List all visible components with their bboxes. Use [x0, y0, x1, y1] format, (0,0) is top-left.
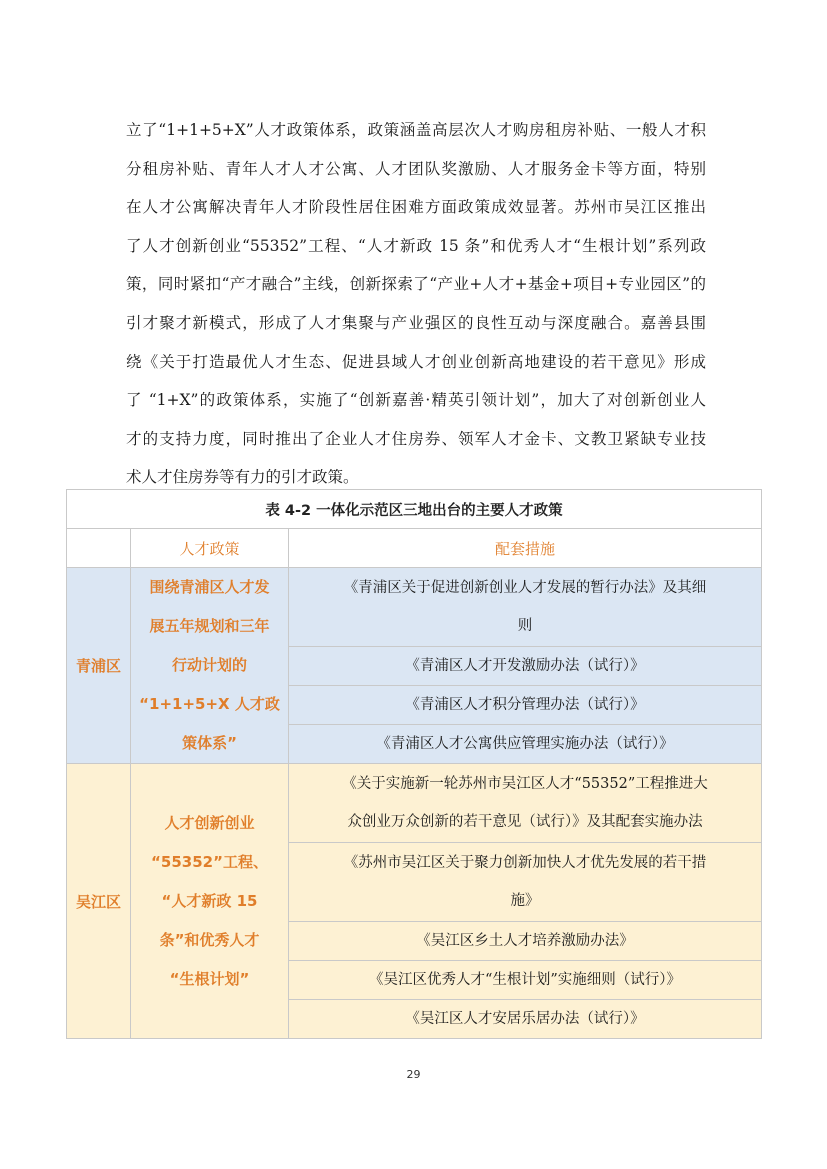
- measure-line: 则: [517, 618, 533, 634]
- paragraph-line: 立了“1+1+5+X”人才政策体系，政策涵盖高层次人才购房租房补贴、一般人才积: [126, 121, 706, 139]
- table-caption: 表 4-2 一体化示范区三地出台的主要人才政策: [67, 490, 762, 529]
- measure-cell: [289, 647, 762, 686]
- measure-cell: [289, 764, 762, 843]
- talent-policy-table: [66, 489, 762, 1039]
- measure-line: 《吴江区优秀人才“生根计划”实施细则（试行）》: [368, 972, 682, 988]
- paragraph-line: 分租房补贴、青年人才人才公寓、人才团队奖激励、人才服务金卡等方面，特别: [126, 159, 706, 178]
- measure-line: 《苏州市吴江区关于聚力创新加快人才优先发展的若干措: [343, 855, 707, 871]
- paragraph-line: 术人才住房券等有力的引才政策。: [126, 468, 359, 487]
- measure-line: 《青浦区人才开发激励办法（试行）》: [405, 658, 645, 674]
- measure-line: 《关于实施新一轮苏州市吴江区人才“55352”工程推进大: [342, 776, 708, 792]
- header-measures: 配套措施: [289, 529, 762, 568]
- table-row: [67, 764, 762, 843]
- table-row: [67, 568, 762, 647]
- paragraph-line: 在人才公寓解决青年人才阶段性居住困难方面政策成效显著。苏州市吴江区推出: [126, 198, 706, 217]
- table-caption-row: [67, 490, 762, 529]
- header-policy: 人才政策: [131, 529, 289, 568]
- header-region: [67, 529, 131, 568]
- paragraph-line: 了 “1+X”的政策体系，实施了“创新嘉善·精英引领计划”，加大了对创新创业人: [126, 391, 706, 410]
- measure-cell: [289, 1000, 762, 1039]
- measure-line: 《吴江区乡土人才培养激励办法》: [416, 933, 634, 949]
- policy-line: 展五年规划和三年: [149, 617, 270, 635]
- measure-cell: [289, 725, 762, 764]
- measure-cell: [289, 843, 762, 922]
- policy-wujiang: [131, 764, 289, 1039]
- paragraph-line: 了人才创新创业“55352”工程、“人才新政 15 条”和优秀人才“生根计划”系列政: [126, 236, 706, 255]
- policy-line: 人才创新创业: [164, 813, 255, 832]
- measure-cell: [289, 961, 762, 1000]
- policy-line: “1+1+5+X 人才政: [139, 695, 280, 713]
- paragraph-line: 才的支持力度，同时推出了企业人才住房券、领军人才金卡、文教卫紧缺专业技: [126, 429, 706, 448]
- policy-qingpu: [131, 568, 289, 764]
- region-wujiang: 吴江区: [67, 764, 131, 1039]
- measure-line: 《青浦区人才积分管理办法（试行）》: [405, 697, 645, 713]
- paragraph-line: 绕《关于打造最优人才生态、促进县域人才创业创新高地建设的若干意见》形成: [126, 352, 706, 371]
- page-number: 29: [406, 1068, 421, 1081]
- region-qingpu: 青浦区: [67, 568, 131, 764]
- measure-line: 施》: [510, 893, 540, 909]
- policy-line: “55352”工程、: [151, 852, 268, 871]
- measure-cell: [289, 568, 762, 647]
- measure-cell: [289, 922, 762, 961]
- body-paragraph: [126, 111, 706, 497]
- paragraph-line: 策，同时紧扣“产才融合”主线，创新探索了“产业+人才+基金+项目+专业园区”的: [126, 275, 706, 294]
- measure-line: 《青浦区人才公寓供应管理实施办法（试行）》: [376, 736, 674, 752]
- policy-line: “人才新政 15: [161, 891, 258, 910]
- policy-line: 条”和优秀人才: [159, 930, 260, 949]
- policy-line: “生根计划”: [169, 969, 250, 988]
- policy-line: 围绕青浦区人才发: [149, 578, 270, 596]
- measure-line: 《吴江区人才安居乐居办法（试行）》: [405, 1011, 645, 1027]
- measure-cell: [289, 686, 762, 725]
- measure-line: 众创业万众创新的若干意见（试行）》及其配套实施办法: [347, 814, 703, 830]
- table-header-row: [67, 529, 762, 568]
- policy-line: 策体系”: [182, 734, 237, 752]
- paragraph-line: 引才聚才新模式，形成了人才集聚与产业强区的良性互动与深度融合。嘉善县围: [126, 313, 706, 332]
- policy-line: 行动计划的: [171, 656, 247, 674]
- measure-line: 《青浦区关于促进创新创业人才发展的暂行办法》及其细: [343, 580, 707, 596]
